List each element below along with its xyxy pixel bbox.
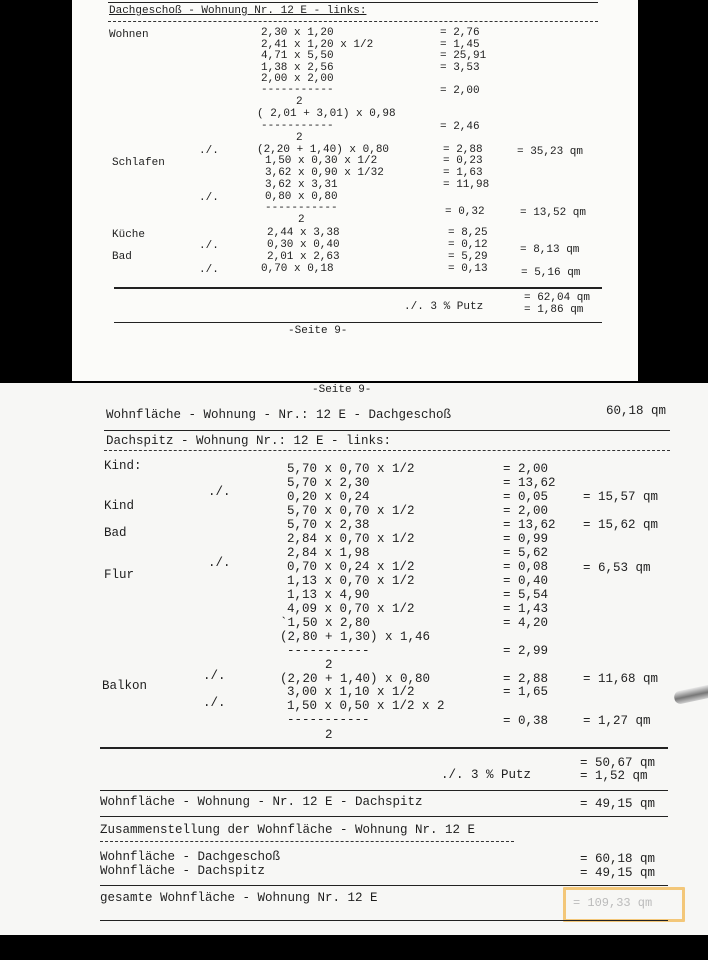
wohnflaeche-dg-label: Wohnfläche - Wohnung - Nr.: 12 E - Dachgeschoß bbox=[106, 408, 452, 422]
page-footer: -Seite 9- bbox=[288, 325, 348, 337]
dashed-rule bbox=[100, 841, 514, 842]
result: = 2,00 bbox=[440, 85, 480, 97]
zusammenstellung-header: Zusammenstellung der Wohnfläche - Wohnung Nr. 12 E bbox=[100, 823, 476, 837]
rule bbox=[104, 430, 670, 431]
result: = 5,29 bbox=[448, 251, 488, 263]
minus-mark: ./. bbox=[199, 264, 219, 276]
result: = 0,05 bbox=[503, 490, 549, 504]
result: = 0,99 bbox=[503, 532, 549, 546]
formula: (2,80 + 1,30) x 1,46 bbox=[280, 630, 431, 644]
formula-denominator: 2 bbox=[296, 132, 303, 144]
formula: (2,20 + 1,40) x 0,80 bbox=[257, 144, 390, 156]
result: = 5,54 bbox=[503, 588, 549, 602]
formula-divider: ----------- bbox=[261, 120, 334, 132]
room-subtotal: = 6,53 qm bbox=[583, 561, 651, 575]
room-label-balkon: Balkon bbox=[102, 679, 148, 693]
formula-divider: ----------- bbox=[287, 713, 370, 727]
sum-value: = 50,67 qm bbox=[580, 756, 656, 770]
room-subtotal: = 15,62 qm bbox=[583, 518, 659, 532]
result: = 2,46 bbox=[440, 121, 480, 133]
result: = 1,65 bbox=[503, 685, 549, 699]
formula-divider: ----------- bbox=[261, 84, 334, 96]
result: = 1,63 bbox=[443, 167, 483, 179]
minus-mark: ./. bbox=[203, 696, 226, 710]
formula: 2,84 x 0,70 x 1/2 bbox=[287, 532, 415, 546]
minus-mark: ./. bbox=[199, 145, 219, 157]
rule bbox=[114, 322, 602, 323]
formula: 0,20 x 0,24 bbox=[287, 490, 370, 504]
rule bbox=[100, 747, 668, 749]
formula: 2,44 x 3,38 bbox=[267, 227, 340, 239]
summary-ds-value: = 49,15 qm bbox=[580, 866, 656, 880]
room-label-kueche: Küche bbox=[112, 229, 146, 241]
wohnflaeche-ds-label: Wohnfläche - Wohnung - Nr. 12 E - Dachspitz bbox=[100, 795, 423, 809]
putz-label: ./. 3 % Putz bbox=[404, 301, 484, 313]
result: = 2,88 bbox=[503, 672, 549, 686]
formula: 2,00 x 2,00 bbox=[261, 73, 334, 85]
formula: 5,70 x 2,30 bbox=[287, 476, 370, 490]
formula-divider: ----------- bbox=[265, 202, 338, 214]
result: = 1,45 bbox=[440, 39, 480, 51]
rule bbox=[108, 2, 598, 3]
formula: 1,50 x 0,30 x 1/2 bbox=[265, 155, 378, 167]
room-subtotal: = 8,13 qm bbox=[520, 244, 580, 256]
pen-image bbox=[673, 684, 708, 705]
wohnflaeche-dg-value: 60,18 qm bbox=[606, 404, 667, 418]
formula: 2,30 x 1,20 bbox=[261, 27, 334, 39]
formula: 0,70 x 0,24 x 1/2 bbox=[287, 560, 415, 574]
result: = 0,13 bbox=[448, 263, 488, 275]
room-subtotal: = 5,16 qm bbox=[521, 267, 581, 279]
rule bbox=[100, 920, 668, 921]
result: = 0,40 bbox=[503, 574, 549, 588]
sum-value: = 62,04 qm bbox=[524, 292, 591, 304]
formula: 5,70 x 0,70 x 1/2 bbox=[287, 462, 415, 476]
formula: 1,13 x 4,90 bbox=[287, 588, 370, 602]
summary-dg-label: Wohnfläche - Dachgeschoß bbox=[100, 850, 281, 864]
room-label-bad: Bad bbox=[104, 526, 127, 540]
formula-denominator: 2 bbox=[298, 214, 305, 226]
minus-mark: ./. bbox=[199, 192, 219, 204]
rule bbox=[100, 790, 668, 791]
formula: 4,71 x 5,50 bbox=[261, 50, 334, 62]
result: = 2,00 bbox=[503, 504, 549, 518]
formula-denominator: 2 bbox=[325, 658, 333, 672]
putz-label: ./. 3 % Putz bbox=[441, 768, 532, 782]
room-label-kind: Kind bbox=[104, 499, 135, 513]
rule bbox=[100, 816, 668, 817]
formula: 3,62 x 0,90 x 1/32 bbox=[265, 167, 384, 179]
minus-mark: ./. bbox=[203, 669, 226, 683]
result: = 0,08 bbox=[503, 560, 549, 574]
result: = 1,43 bbox=[503, 602, 549, 616]
total-value: = 109,33 qm bbox=[573, 896, 653, 910]
formula: ( 2,01 + 3,01) x 0,98 bbox=[257, 108, 396, 120]
result: = 25,91 bbox=[440, 50, 487, 62]
formula: 4,09 x 0,70 x 1/2 bbox=[287, 602, 415, 616]
room-label-schlafen: Schlafen bbox=[112, 157, 165, 169]
room-subtotal: = 13,52 qm bbox=[520, 207, 587, 219]
result: = 2,00 bbox=[503, 462, 549, 476]
result: = 13,62 bbox=[503, 476, 556, 490]
formula: 2,84 x 1,98 bbox=[287, 546, 370, 560]
minus-mark: ./. bbox=[208, 485, 231, 499]
formula: `1,50 x 2,80 bbox=[280, 616, 371, 630]
rule bbox=[114, 287, 602, 289]
summary-dg-value: = 60,18 qm bbox=[580, 852, 656, 866]
total-label: gesamte Wohnfläche - Wohnung Nr. 12 E bbox=[100, 891, 378, 905]
formula: 0,70 x 0,18 bbox=[261, 263, 334, 275]
dashed-rule bbox=[104, 450, 670, 451]
room-subtotal: = 11,68 qm bbox=[583, 672, 659, 686]
formula: 0,80 x 0,80 bbox=[265, 191, 338, 203]
room-subtotal: = 15,57 qm bbox=[583, 490, 659, 504]
formula-divider: ----------- bbox=[287, 644, 370, 658]
formula-denominator: 2 bbox=[296, 96, 303, 108]
result: = 0,12 bbox=[448, 239, 488, 251]
result: = 0,38 bbox=[503, 714, 549, 728]
wohnflaeche-ds-value: = 49,15 qm bbox=[580, 797, 656, 811]
minus-mark: ./. bbox=[199, 240, 219, 252]
result: = 13,62 bbox=[503, 518, 556, 532]
result: = 3,53 bbox=[440, 62, 480, 74]
room-label-bad: Bad bbox=[112, 251, 132, 263]
formula: 2,41 x 1,20 x 1/2 bbox=[261, 39, 374, 51]
dashed-rule bbox=[108, 21, 598, 22]
page-label: -Seite 9- bbox=[312, 384, 372, 396]
putz-value: = 1,86 qm bbox=[524, 304, 584, 316]
putz-value: = 1,52 qm bbox=[580, 769, 648, 783]
room-subtotal: = 1,27 qm bbox=[583, 714, 651, 728]
formula: 5,70 x 2,38 bbox=[287, 518, 370, 532]
formula: 3,00 x 1,10 x 1/2 bbox=[287, 685, 415, 699]
minus-mark: ./. bbox=[208, 556, 231, 570]
formula: 5,70 x 0,70 x 1/2 bbox=[287, 504, 415, 518]
formula: 2,01 x 2,63 bbox=[267, 251, 340, 263]
result: = 0,32 bbox=[445, 206, 485, 218]
rule bbox=[100, 885, 668, 886]
result: = 5,62 bbox=[503, 546, 549, 560]
result: = 2,88 bbox=[443, 144, 483, 156]
formula: 1,50 x 0,50 x 1/2 x 2 bbox=[287, 699, 445, 713]
result: = 2,99 bbox=[503, 644, 549, 658]
result: = 11,98 bbox=[443, 179, 490, 191]
formula: 3,62 x 3,31 bbox=[265, 179, 338, 191]
result: = 4,20 bbox=[503, 616, 549, 630]
formula: 1,38 x 2,56 bbox=[261, 62, 334, 74]
result: = 8,25 bbox=[448, 227, 488, 239]
section-header: Dachgeschoß - Wohnung Nr. 12 E - links: bbox=[109, 5, 367, 17]
document-page-dachspitz bbox=[0, 383, 708, 935]
formula: 0,30 x 0,40 bbox=[267, 239, 340, 251]
section-header: Dachspitz - Wohnung Nr.: 12 E - links: bbox=[106, 434, 392, 448]
document-page-dachgeschoss bbox=[72, 0, 638, 381]
result: = 2,76 bbox=[440, 27, 480, 39]
room-subtotal: = 35,23 qm bbox=[517, 146, 584, 158]
formula: 1,13 x 0,70 x 1/2 bbox=[287, 574, 415, 588]
result: = 0,23 bbox=[443, 155, 483, 167]
summary-ds-label: Wohnfläche - Dachspitz bbox=[100, 864, 266, 878]
room-label-flur: Flur bbox=[104, 568, 135, 582]
room-label-wohnen: Wohnen bbox=[109, 29, 149, 41]
formula-denominator: 2 bbox=[325, 728, 333, 742]
formula: (2,20 + 1,40) x 0,80 bbox=[280, 672, 431, 686]
room-label-kind: Kind: bbox=[104, 459, 142, 473]
